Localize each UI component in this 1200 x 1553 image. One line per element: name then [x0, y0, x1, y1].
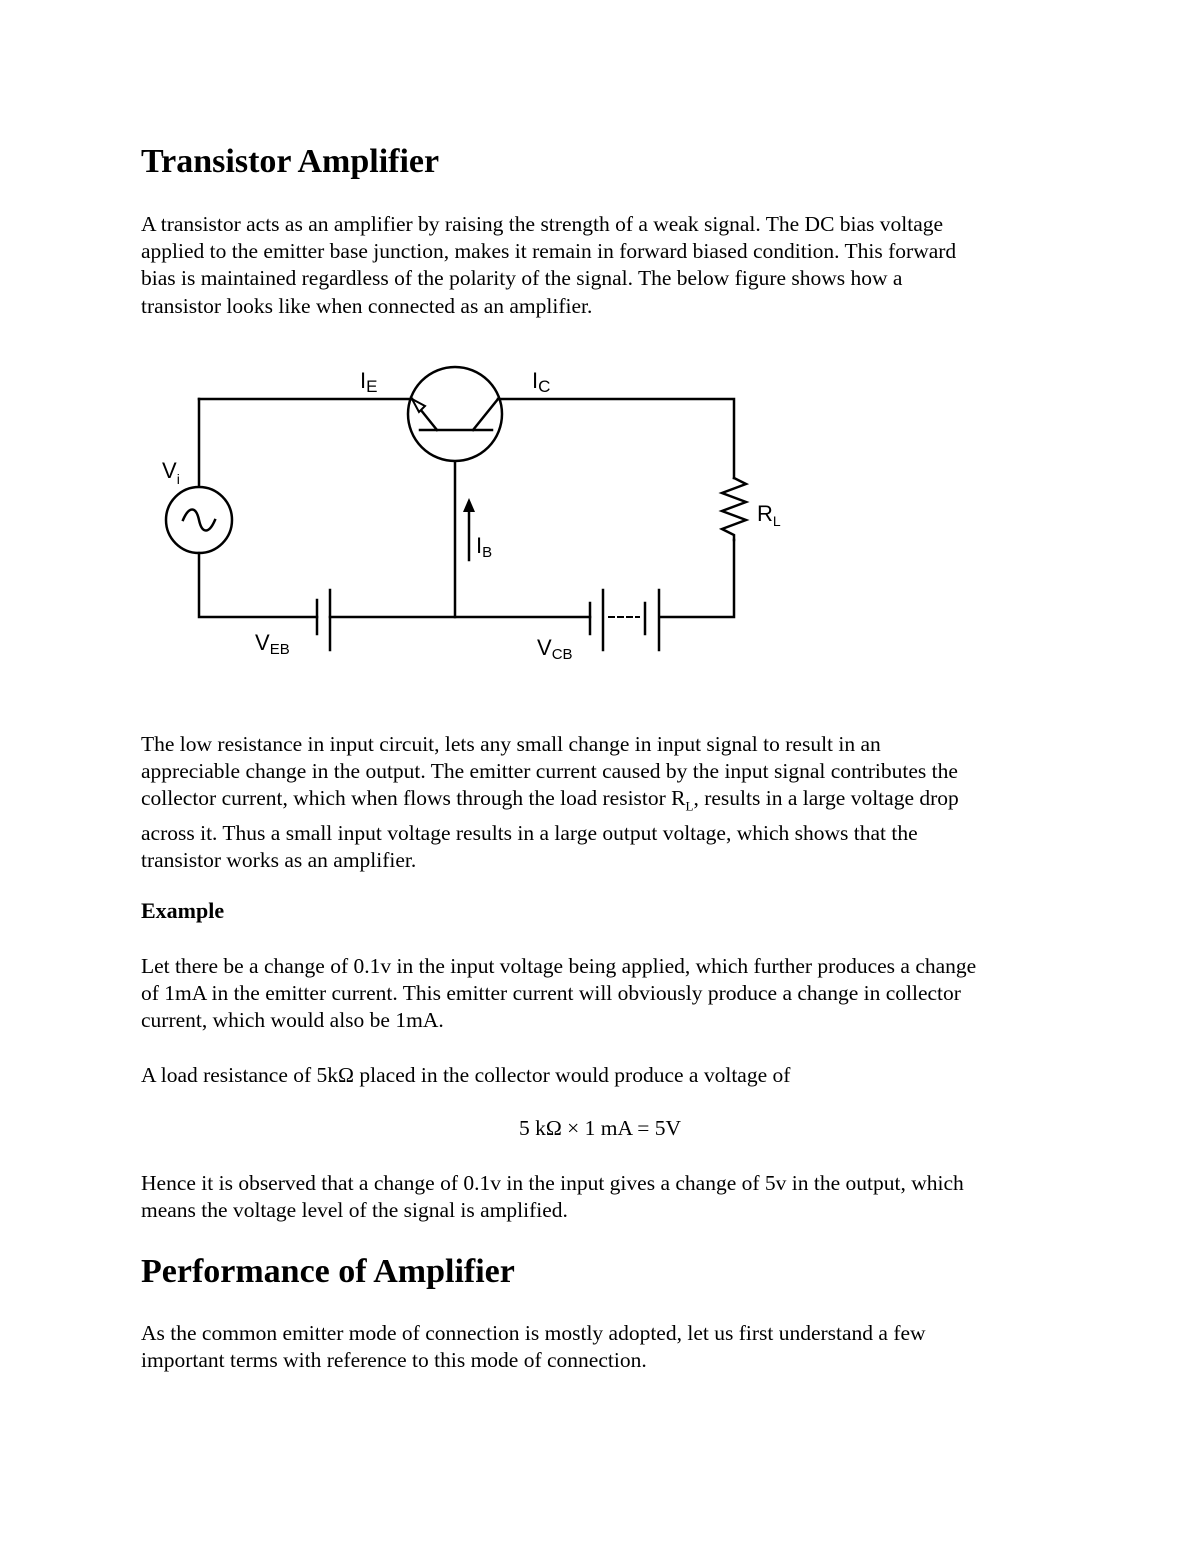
explanation-paragraph	[141, 731, 1071, 874]
intro-line: bias is maintained regardless of the polarity of the signal. The below figure shows how a	[141, 266, 903, 291]
section2-line: important terms with reference to this mode of connection.	[141, 1348, 647, 1373]
intro-line: applied to the emitter base junction, makes it remain in forward biased condition. This forward	[141, 239, 957, 264]
label-vcb: VCB	[537, 635, 573, 663]
explanation-line: transistor works as an amplifier.	[141, 848, 417, 873]
equation: 5 kΩ × 1 mA = 5V	[518, 1116, 682, 1140]
section2-line: As the common emitter mode of connection is mostly adopted, let us first understand a few	[141, 1321, 926, 1345]
example-paragraph	[141, 953, 1071, 1035]
subscript-l: L	[685, 798, 694, 814]
intro-line: A transistor acts as an amplifier by raising the strength of a weak signal. The DC bias voltage	[141, 212, 944, 236]
intro-line: transistor looks like when connected as an amplifier.	[141, 293, 593, 318]
wire-output-top	[498, 399, 734, 478]
label-vi: $V_i$	[162, 458, 180, 487]
example-heading: Example	[141, 898, 225, 923]
label-rl: $R_L$	[757, 501, 781, 529]
wire-input-left-bottom	[199, 553, 317, 617]
load-line: A load resistance of 5kΩ placed in the collector would produce a voltage of	[141, 1063, 791, 1087]
transistor-envelope	[408, 367, 502, 461]
circuit-diagram	[0, 0, 1200, 700]
label-veb: VEB	[255, 630, 290, 658]
explanation-line: across it. Thus a small input voltage results in a large output voltage, which shows that the	[141, 820, 918, 845]
wire-output-right-bottom	[661, 540, 734, 617]
explanation-line-text: , results in a large voltage drop	[693, 786, 959, 811]
load-paragraph	[141, 1062, 1071, 1089]
ib-arrow-icon	[463, 498, 475, 512]
example-line: Let there be a change of 0.1v in the input voltage being applied, which further produces a change	[141, 954, 977, 978]
page-title: Transistor Amplifier	[141, 143, 440, 180]
explanation-line: The low resistance in input circuit, lets any small change in input signal to result in an	[141, 732, 881, 756]
conclusion-line: means the voltage level of the signal is amplified.	[141, 1198, 568, 1223]
explanation-line: appreciable change in the output. The emitter current caused by the input signal contributes the	[141, 759, 958, 784]
explanation-line	[141, 785, 1071, 820]
label-ie: IE	[360, 368, 378, 396]
transistor-collector-lead	[473, 399, 498, 430]
explanation-line-text: collector current, which when flows through the load resistor R	[141, 786, 686, 811]
section2-paragraph	[141, 1320, 1071, 1374]
conclusion-line: Hence it is observed that a change of 0.1v in the input gives a change of 5v in the output, which	[141, 1171, 964, 1195]
example-line: of 1mA in the emitter current. This emitter current will obviously produce a change in collector	[141, 981, 961, 1006]
conclusion-paragraph	[141, 1170, 1071, 1224]
section-title: Performance of Amplifier	[141, 1253, 515, 1290]
label-ic: IC	[532, 368, 551, 396]
load-resistor	[722, 478, 746, 540]
label-ib: IB	[476, 533, 493, 561]
example-line: current, which would also be 1mA.	[141, 1008, 444, 1033]
emitter-arrow-icon	[412, 399, 425, 412]
ac-source-sine	[183, 510, 215, 531]
